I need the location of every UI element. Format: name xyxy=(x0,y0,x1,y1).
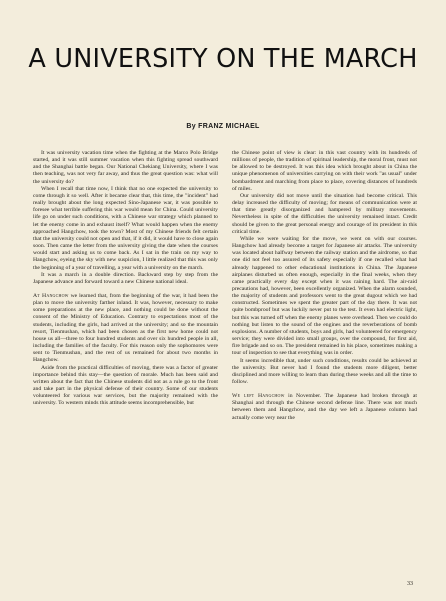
left-column xyxy=(33,150,218,407)
author-byline: By FRANZ MICHAEL xyxy=(186,123,260,130)
section-lead-in: At Hangchow xyxy=(33,292,69,299)
section-lead-in: We left Hangchow xyxy=(232,393,285,400)
paragraph: It seems incredible that, under such conditions, results could be achieved at the university. But never had I found the students more diligent, better disciplined and more willing to learn than during these weeks and all the time to follow. xyxy=(232,357,417,385)
paragraph: Our university did not move until the situation had become critical. This delay increased the difficulty of moving; for means of communication were at that time greatly disorganized and hampered by military movements. Nevertheless in spite of the difficulties the university remained intact. Credit should be given to the great personal energy and courage of its president in this critical time. xyxy=(232,192,417,235)
section-paragraph xyxy=(33,293,218,365)
paragraph-text: we learned that, from the beginning of the war, it had been the plan to move the university farther inland. It was, however, necessary to make some preparations at the new place, and nothing could be done without the consent of the Ministry of Education. Contrary to expectations most of the students, including the girls, had arrived at the university; and so the mountain resort, Tienmushan, which had been chosen as the first new home could not house us all—three to four hundred students and over six hundred people in all, including the families of the faculty. For this reason only the sophomores were sent to Tienmushan, and the rest of us remained for about two months in Hangchow. xyxy=(33,292,218,364)
section-paragraph xyxy=(232,393,417,422)
paragraph: the Chinese point of view is clear: in this vast country with its hundreds of millions of people, the tradition of spiritual leadership, the moral front, must not be allowed to be destroyed. It was this idea which brought about in China the unique phenomenon of universities carrying on with their work "as usual" under bombardment and marching from place to place, covering distances of hundreds of miles. xyxy=(232,150,417,192)
right-column xyxy=(232,150,417,422)
paragraph: While we were waiting for the move, we went on with our courses. Hangchow had already become a target for Japanese air attacks. The university was located about halfway between the railway station and the airdrome, so that one did not feel too assured of its safety especially if one recalled what had already happened to other educational institutions in China. The Japanese airplanes disturbed us often enough, especially in the final weeks, when they came practically every day except when it was raining hard. The air-raid precautions had, however, been excellently organized. When the alarm sounded, the majority of students and professors went to the great dugout which we had constructed. Sometimes we spent the greater part of the day there. It was not quite bombproof but was luckily never put to the test. It even had electric light, but this was turned off when the enemy planes were overhead. Then we could do nothing but listen to the sound of the engines and the reverberations of bomb explosions. A number of students, boys and girls, had volunteered for emergency service; they were divided into small groups, over the compound, for first aid, fire brigade and so on. The president remained in his place, sometimes making a tour of inspection to see that everything was in order. xyxy=(232,235,417,357)
article-title: A UNIVERSITY ON THE MARCH xyxy=(28,44,418,74)
paragraph-text: in November. The Japanese had broken through at Shanghai and through the Chinese second defense line. There was not much between them and Hangchow, and the day we left a Japanese column had actually come very near the xyxy=(232,393,417,421)
paragraph: When I recall that time now, I think that no one expected the university to come through it so well. After it became clear that, this time, the "incident" had really brought about the long expected Sino-Japanese war, it was possible to foresee what terrible suffering this war would mean for China. Could university life go on under such conditions, with a Chinese war strategy which planned to let the enemy come in and exhaust itself? What would happen when the enemy approached Hangchow, took the town? Most of my Chinese friends felt certain that the university could not open and that, if it did, it would have to close again soon. Then came the letter from the university giving the date when the courses would start and asking us to come back. As I sat in the train on my way to Hangchow, eyeing the sky with new suspicion, I little realized that this was only the beginning of a year of travelling, a year with a university on the march. xyxy=(33,185,218,271)
paragraph: It was university vacation time when the fighting at the Marco Polo Bridge started, and it was still summer vacation when this fighting spread southward and the Shanghai battle began. Our National Chekiang University, where I was then teaching, was not very far away, and thus the great question was: what will the university do? xyxy=(33,150,218,185)
page-number: 33 xyxy=(407,581,413,587)
paragraph: It was a march in a double direction. Backward step by step from the Japanese advance and forward toward a new Chinese national ideal. xyxy=(33,271,218,285)
paragraph: Aside from the practical difficulties of moving, there was a factor of greater importance behind this stay—the question of morale. Much has been said and written about the fact that the Chinese students did not as a rule go to the front and take part in the physical defense of their country. Some of our students volunteered for various war services, but the majority remained with the university. To western minds this attitude seems incomprehensible, but xyxy=(33,364,218,407)
